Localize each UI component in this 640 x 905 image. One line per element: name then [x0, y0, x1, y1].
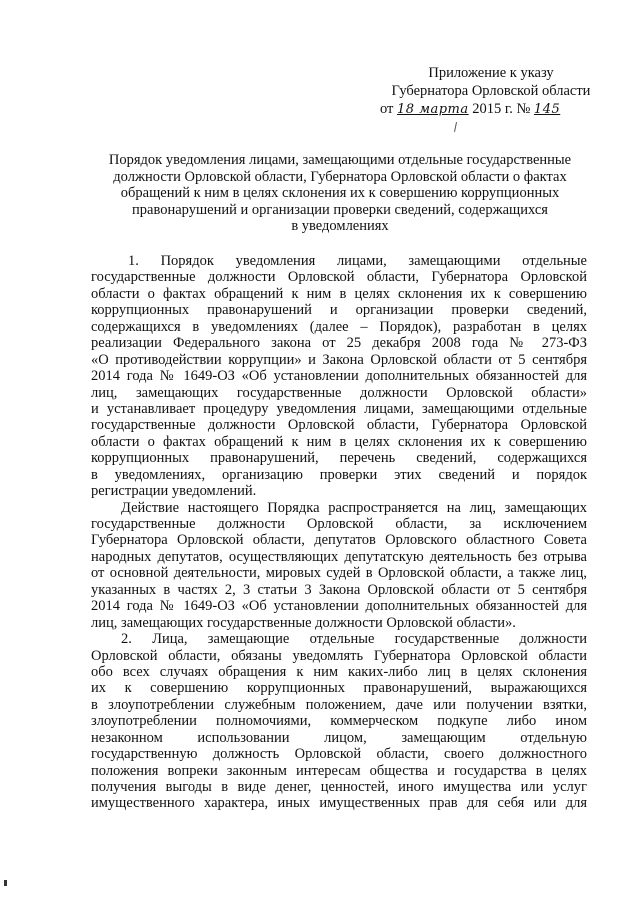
body-line: и устанавливает процедуру уведомления лицами, замещающими отдельные [91, 400, 587, 417]
body-line: коррупционных правонарушений, перечень сведений, содержащихся [91, 450, 587, 467]
body-line: государственные должности Орловской области, за исключением [91, 516, 587, 532]
body-line: регистрации уведомлений. [91, 483, 257, 500]
body-line: Действие настоящего Порядка распространяется на лиц, замещающих [121, 499, 587, 516]
body-line: незаконном использовании лицом, замещающим отдельную [91, 729, 587, 746]
body-line: Губернатора Орловской области, депутатов Орловского областного Совета [91, 532, 587, 549]
body-line: в злоупотреблении служебным положением, даче или получении взятки, [91, 696, 587, 713]
body-line: содержащихся в уведомлениях (далее – Порядок), разработан в целях [91, 318, 587, 335]
body-line: 2014 года № 1649-ОЗ «Об установлении дополнительных обязанностей для [91, 598, 587, 615]
body-line: 2014 года № 1649-ОЗ «Об установлении дополнительных обязанностей для [91, 368, 587, 385]
body-line: коррупционных правонарушений и организации проверки сведений, [91, 302, 587, 319]
body-line: положения вопреки законным интересам общества и государства в целях [91, 762, 587, 779]
pen-mark [454, 122, 457, 132]
document-title [94, 152, 586, 235]
body-line: «О противодействии коррупции» и Закона Орловской области от 5 сентября [91, 351, 587, 368]
body-line: государственные должности Орловской области, Губернатора Орловской [91, 269, 587, 286]
title-line: Порядок уведомления лицами, замещающими отдельные государственные [108, 152, 572, 168]
body-line: государственную должность Орловской области, своего должностного [91, 746, 587, 763]
body-line: их к совершению коррупционных правонарушений, выражающихся [91, 680, 587, 697]
title-line: обращений к ним в целях склонения их к совершению коррупционных [120, 185, 560, 202]
body-line: злоупотреблении полномочиями, коммерческом подкупе либо ином [91, 713, 587, 730]
body-line: реализации Федерального закона от 25 декабря 2008 года № 273-ФЗ [91, 335, 587, 352]
appendix-date-line [376, 100, 606, 119]
body-line: народных депутатов, осуществляющих депутатскую деятельность без отрыва [91, 548, 587, 565]
scan-margin-mark [4, 880, 7, 886]
body-line: лиц, замещающих государственные должности Орловской области». [91, 614, 516, 631]
body-line: государственные должности Орловской области, Губернатора Орловской [91, 417, 587, 434]
title-line: правонарушений и организации проверки сведений, содержащихся [132, 201, 548, 218]
body-line: имущественного характера, иных имущественных прав для себя или для [91, 795, 587, 812]
appendix-header-line-1: Приложение к указу [428, 65, 554, 81]
document-body [91, 253, 587, 812]
body-line: области о фактах обращений к ним в целях склонения их к совершению [91, 285, 587, 302]
body-line: лиц, замещающих государственные должности Орловской области» [91, 384, 587, 401]
appendix-header [376, 64, 606, 119]
date-year: 2015 г. № [472, 101, 531, 117]
body-line: Орловской области, обязаны уведомлять Губернатора Орловской области [91, 647, 587, 664]
body-line: от основной деятельности, мировых судей в Орловской области, а также лиц, [91, 565, 587, 582]
handwritten-number: 145 [533, 102, 561, 117]
body-line: получения выгоды в виде денег, ценностей, иного имущества или услуг [91, 779, 587, 795]
body-line: 2. Лица, замещающие отдельные государственные должности [121, 631, 587, 648]
body-line: 1. Порядок уведомления лицами, замещающими отдельные [128, 253, 587, 269]
title-line: в уведомлениях [291, 218, 389, 235]
body-line: в уведомлениях, организацию проверки этих сведений и порядок [91, 466, 587, 483]
body-line: обо всех случаях обращения к ним каких-либо лиц в целях склонения [91, 663, 587, 680]
body-line: указанных в частях 2, 3 статьи 3 Закона Орловской области от 5 сентября [91, 581, 587, 598]
body-line: области о фактах обращений к ним в целях склонения их к совершению [91, 433, 587, 450]
title-line: должности Орловской области, Губернатора Орловской области о фактах [113, 168, 567, 185]
handwritten-date: 18 марта [397, 102, 469, 117]
date-prefix: от [380, 101, 394, 117]
appendix-header-line-2: Губернатора Орловской области [391, 83, 591, 99]
